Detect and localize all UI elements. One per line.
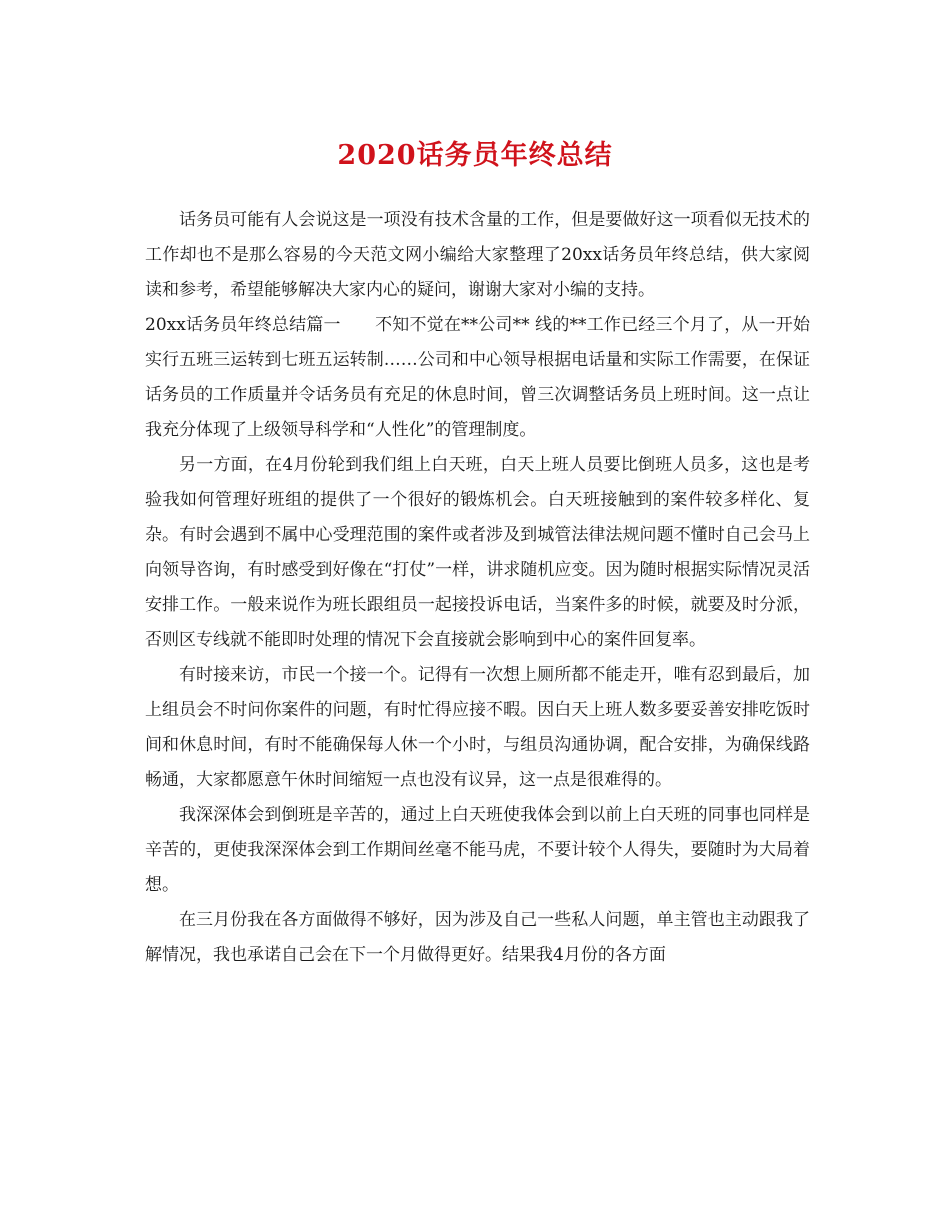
document-body — [145, 203, 810, 973]
paragraph-section-one: 20xx话务员年终总结篇一 不知不觉在**公司** 线的**工作已经三个月了，从一开始实行五班三运转到七班五运转制……公司和中心领导根据电话量和实际工作需要，在保证话务员的工作质量并令话务员有充足的休息时间，曾三次调整话务员上班时间。这一点让我充分体现了上级领导科学和“人性化”的管理制度。 — [145, 315, 810, 440]
paragraph-day-shift: 另一方面，在4月份轮到我们组上白天班，白天上班人员要比倒班人员多，这也是考验我如何管理好班组的提供了一个很好的锻炼机会。白天班接触到的案件较多样化、复杂。有时会遇到不属中心受理范围的案件或者涉及到城管法律法规问题不懂时自己会马上向领导咨询，有时感受到好像在“打仗”一样，讲求随机应变。因为随时根据实际情况灵活安排工作。一般来说作为班长跟组员一起接投诉电话，当案件多的时候，就要及时分派，否则区专线就不能即时处理的情况下会直接就会影响到中心的案件回复率。 — [145, 455, 810, 650]
paragraph-intro: 话务员可能有人会说这是一项没有技术含量的工作，但是要做好这一项看似无技术的工作却也不是那么容易的今天范文网小编给大家整理了20xx话务员年终总结，供大家阅读和参考，希望能够解决大家内心的疑问，谢谢大家对小编的支持。 — [145, 210, 810, 300]
paragraph-shift-reflection: 我深深体会到倒班是辛苦的，通过上白天班使我体会到以前上白天班的同事也同样是辛苦的，更使我深深体会到工作期间丝毫不能马虎，不要计较个人得失，要随时为大局着想。 — [145, 805, 810, 895]
paragraph-visitors: 有时接来访，市民一个接一个。记得有一次想上厕所都不能走开，唯有忍到最后，加上组员会不时问你案件的问题，有时忙得应接不暇。因白天上班人数多要妥善安排吃饭时间和休息时间，有时不能确保每人休一个小时，与组员沟通协调，配合安排，为确保线路畅通，大家都愿意午休时间缩短一点也没有议异，这一点是很难得的。 — [145, 665, 810, 790]
paragraph-march: 在三月份我在各方面做得不够好，因为涉及自己一些私人问题，单主管也主动跟我了解情况，我也承诺自己会在下一个月做得更好。结果我4月份的各方面 — [145, 910, 810, 965]
document-title: 2020话务员年终总结 — [337, 140, 613, 171]
